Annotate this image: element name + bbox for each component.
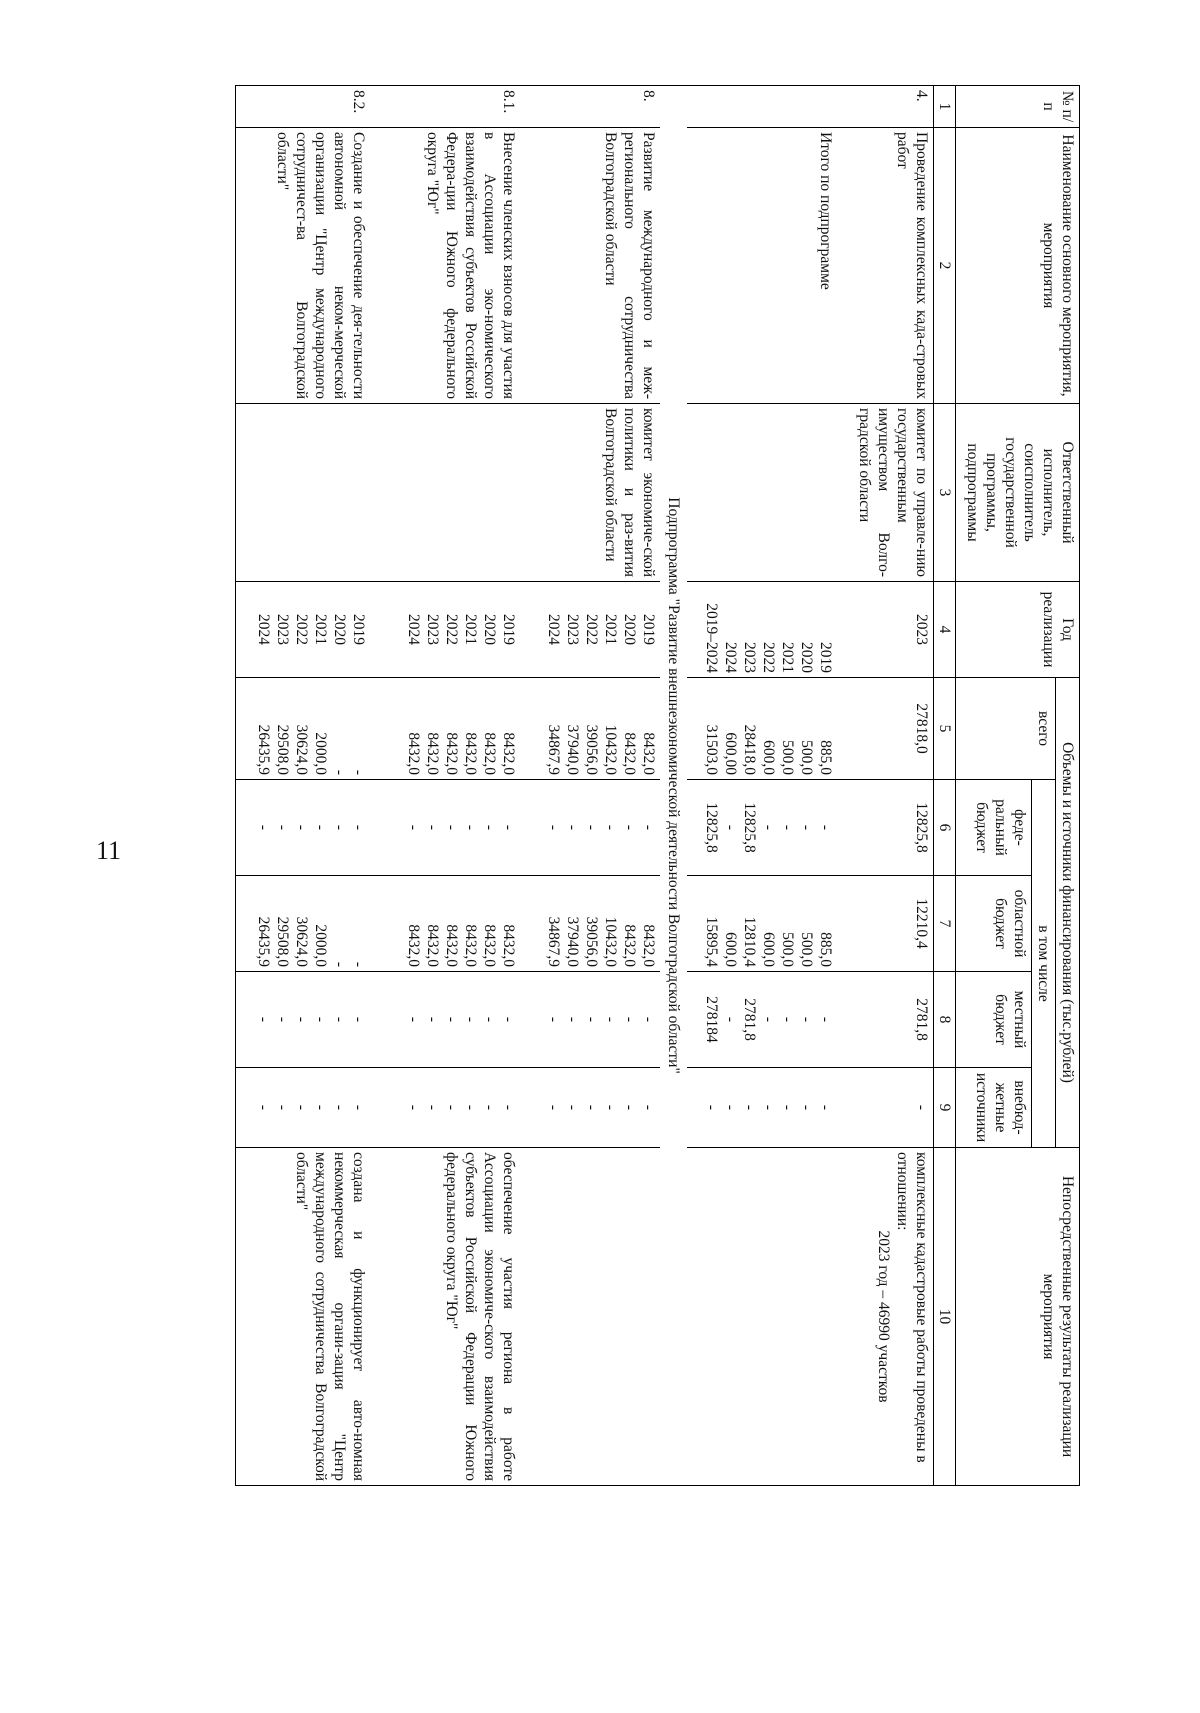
- local-values: - - - - - -: [371, 972, 521, 1068]
- rotated-page: [70, 85, 1080, 1485]
- total-values: - - 2000,0 30624,0 29508,0 26435,9: [236, 678, 371, 780]
- row-number: 8.2.: [236, 86, 371, 128]
- external: -: [838, 1068, 934, 1148]
- regional-values: 885,0 500,0 500,0 600,0 12810,4 600,0 15895,4: [688, 876, 838, 972]
- header-external: внебюд-жетные источники: [956, 1068, 1032, 1148]
- local: 2781,8: [838, 972, 934, 1068]
- activity-name: Проведение комплексных када-стровых работ: [838, 128, 934, 404]
- result: [838, 1148, 934, 1486]
- federal-values: - - - - - -: [371, 780, 521, 876]
- executor: комитет по управле-нию государственным имуществом Волго-градской области: [838, 404, 934, 582]
- table-row-8-1: [371, 86, 521, 1486]
- years-list: 2019 2020 2021 2022 2023 2024: [521, 582, 661, 678]
- federal-values: - - - - - -: [236, 780, 371, 876]
- total-values: 8432,0 8432,0 8432,0 8432,0 8432,0 8432,0: [371, 678, 521, 780]
- subprogram-row: [661, 86, 688, 1486]
- page-number: 11: [96, 836, 122, 865]
- header-name: Наименование основного мероприятия, мероприятия: [956, 128, 1080, 404]
- local-values: - - - - 2781,8 - 278184: [688, 972, 838, 1068]
- regional: 12210,4: [838, 876, 934, 972]
- executor: комитет экономиче-ской политики и раз-вития Волгоградской области: [521, 404, 661, 582]
- column-number: 2: [934, 128, 956, 404]
- result-text: комплексные кадастровые работы проведены в отношении:: [894, 1152, 930, 1463]
- total-values: 8432,0 8432,0 10432,0 39056,0 37940,0 34867,9: [521, 678, 661, 780]
- table-row-4: [838, 86, 934, 1486]
- column-number: 8: [934, 972, 956, 1068]
- result-text-2: 2023 год – 46990 участков: [875, 1230, 892, 1403]
- total-values: 885,0 500,0 500,0 600,0 28418,0 600,00 31503,0: [688, 678, 838, 780]
- activity-name: Развитие международного и меж-регионального сотрудничества Волгоградской области: [521, 128, 661, 404]
- financing-table: [235, 85, 1080, 1486]
- federal-values: - - - - 12825,8 - 12825,8: [688, 780, 838, 876]
- subprogram-title: Подпрограмма "Развитие внешнеэкономической деятельности Волгоградской области": [661, 86, 688, 1486]
- table-row-8: [521, 86, 661, 1486]
- row-number: 4.: [838, 86, 934, 128]
- column-number: 4: [934, 582, 956, 678]
- header-local: местный бюджет: [956, 972, 1032, 1068]
- column-number: 10: [934, 1148, 956, 1486]
- header-year: Год реализации: [956, 582, 1080, 678]
- regional-values: 8432,0 8432,0 8432,0 8432,0 8432,0 8432,0: [371, 876, 521, 972]
- local-values: - - - - - -: [521, 972, 661, 1068]
- column-number: 3: [934, 404, 956, 582]
- column-number: 5: [934, 678, 956, 780]
- external-values: - - - - - -: [371, 1068, 521, 1148]
- regional-values: 8432,0 8432,0 10432,0 39056,0 37940,0 34867,9: [521, 876, 661, 972]
- column-number: 6: [934, 780, 956, 876]
- column-numbers-row: [934, 86, 956, 1486]
- external-values: - - - - - -: [236, 1068, 371, 1148]
- years-list: 2019 2020 2021 2022 2023 2024 2019–2024: [688, 582, 838, 678]
- total-label: Итого по подпрограмме: [688, 128, 838, 404]
- federal: 12825,8: [838, 780, 934, 876]
- header-executor: Ответственный исполнитель, соисполнитель государственной программы, подпрограммы: [956, 404, 1080, 582]
- activity-name: Создание и обеспечение дея-тельности автономной неком-мерческой организации "Центр международного сотрудничест-ва Волгоградской области": [236, 128, 371, 404]
- header-regional: областной бюджет: [956, 876, 1032, 972]
- column-number: 1: [934, 86, 956, 128]
- header-funding: Объемы и источники финансирования (тыс.рублей): [1056, 678, 1080, 1148]
- header-federal: феде-ральный бюджет: [956, 780, 1032, 876]
- years-list: 2019 2020 2021 2022 2023 2024: [371, 582, 521, 678]
- header-total: всего: [956, 678, 1056, 780]
- column-number: 7: [934, 876, 956, 972]
- local-values: - - - - - -: [236, 972, 371, 1068]
- year: 2023: [838, 582, 934, 678]
- years-list: 2019 2020 2021 2022 2023 2024: [236, 582, 371, 678]
- row-number: 8.: [521, 86, 661, 128]
- header-results: Непосредственные результаты реализации мероприятия: [956, 1148, 1080, 1486]
- result: создана и функционирует авто-номная некоммерческая органи-зация "Центр международного сотрудничества Волгоградской области": [236, 1148, 371, 1486]
- regional-values: - - 2000,0 30624,0 29508,0 26435,9: [236, 876, 371, 972]
- table-row-total: [688, 86, 838, 1486]
- table-row-8-2: [236, 86, 371, 1486]
- row-number: 8.1.: [371, 86, 521, 128]
- federal-values: - - - - - -: [521, 780, 661, 876]
- total: 27818,0: [838, 678, 934, 780]
- result: обеспечение участия региона в работе Ассоциации экономиче-ского взаимодействия субъектов Российской Федерации Южного федерального округа "Юг": [371, 1148, 521, 1486]
- header-num: № п/п: [956, 86, 1080, 128]
- column-number: 9: [934, 1068, 956, 1148]
- external-values: - - - - - -: [521, 1068, 661, 1148]
- header-including: в том числе: [1032, 780, 1056, 1148]
- external-values: - - - - - - -: [688, 1068, 838, 1148]
- activity-name: Внесение членских взносов для участия в Ассоциации эко-номического взаимодействия субъектов Российской Федера-ции Южного федерального округа "Юг": [371, 128, 521, 404]
